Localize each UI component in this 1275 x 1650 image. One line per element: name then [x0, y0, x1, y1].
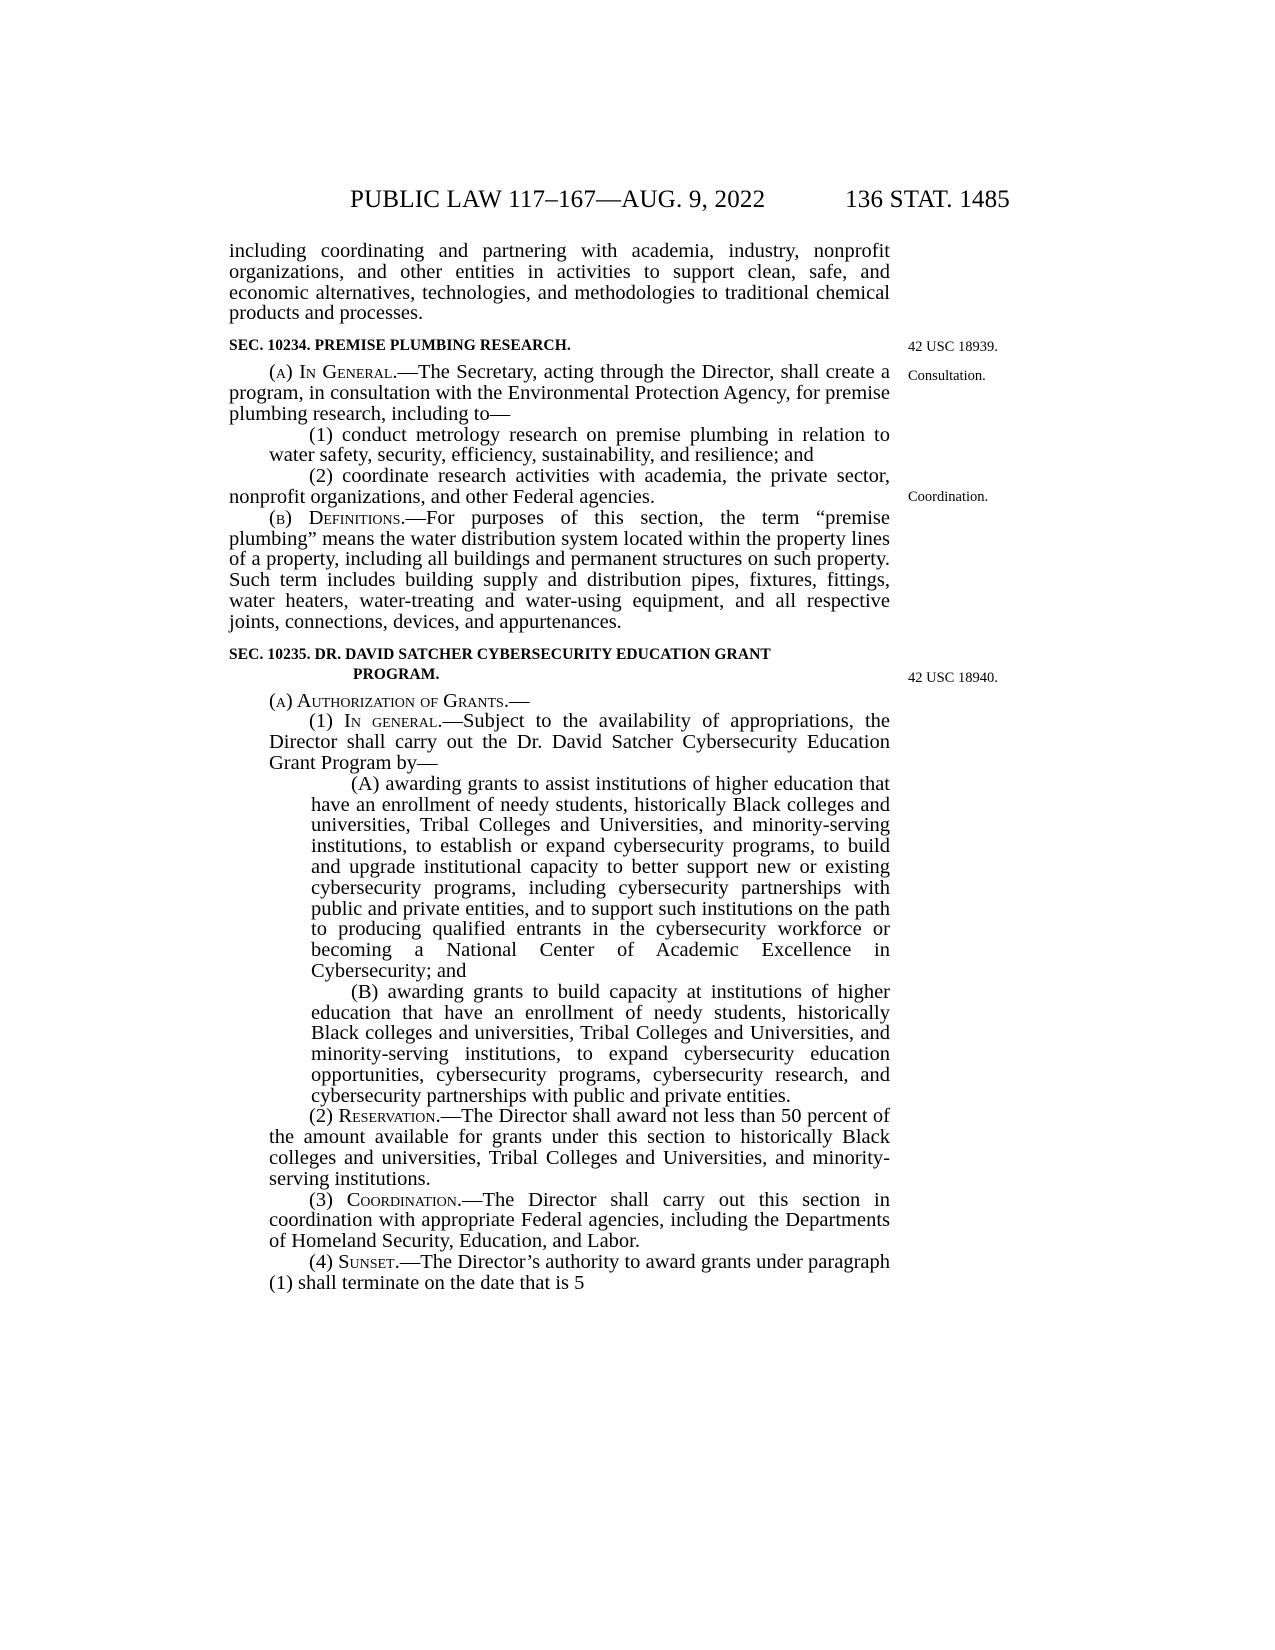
section-10235-heading-line1: SEC. 10235. DR. DAVID SATCHER CYBERSECURITY EDUCATION GRANT	[229, 645, 771, 663]
margin-note-coordination: Coordination.	[908, 489, 989, 505]
margin-note-consultation: Consultation.	[908, 368, 986, 384]
margin-note-usc-18939: 42 USC 18939.	[908, 339, 998, 355]
section-10235-a1-B: (B) awarding grants to build capacity at institutions of higher education that have an enrollment of needy students, historically Black colleges and universities, Tribal Colleges and Universities, and minority-serving institutions, to expand cybersecurity education opportunities, cybersecurity programs, cybersecurity research, and cybersecurity partnerships with public and private entities.	[311, 980, 890, 1107]
section-10234-a	[229, 362, 890, 424]
section-10235-a1-text: —Subject to the availability of appropriations, the Director shall carry out the Dr. David Satcher Cybersecurity Education Grant Program by—	[269, 710, 890, 774]
intro-paragraph: including coordinating and partnering with academia, industry, nonprofit organizations, and other entities in activities to support clean, safe, and economic alternatives, technologies, and methodologies to traditional chemical products and processes.	[229, 240, 890, 325]
section-10234-b-label: (b) Definitions.	[269, 506, 406, 529]
section-10235-a2-text: —The Director shall award not less than 50 percent of the amount available for grants under this section to historically Black colleges and universities, Tribal Colleges and Universities, and minority-serving institutions.	[269, 1105, 890, 1190]
section-10235-a4-label: (4) Sunset.	[309, 1251, 400, 1274]
section-10235-a	[229, 691, 890, 712]
header-stat-page: 136 STAT. 1485	[845, 186, 1010, 213]
section-10234-a-label: (a) In General.	[269, 361, 398, 384]
section-10234-a-text: —The Secretary, acting through the Director, shall create a program, in consultation with the Environmental Protection Agency, for premise plumbing research, including to—	[229, 361, 890, 425]
section-10235-a-dash: —	[508, 689, 530, 712]
body-text	[229, 241, 890, 1294]
header-title: PUBLIC LAW 117–167—AUG. 9, 2022	[350, 186, 766, 213]
margin-note-usc-18940: 42 USC 18940.	[908, 670, 998, 686]
section-10235-a4	[269, 1252, 890, 1294]
section-10235-heading	[229, 645, 890, 685]
section-10235-a2-label: (2) Reservation.	[309, 1105, 441, 1128]
section-10235-a1-A: (A) awarding grants to assist institutions of higher education that have an enrollment of needy students, historically Black colleges and universities, Tribal Colleges and Universities, and minority-serving institutions, to establish or expand cybersecurity programs, to build and upgrade institutional capacity to better support new or existing cybersecurity programs, including cybersecurity partnerships with public and private entities, and to support such institutions on the path to producing qualified entrants in the cybersecurity workforce or becoming a National Center of Academic Excellence in Cybersecurity; and	[311, 772, 890, 982]
section-10235-a4-text: —The Director’s authority to award grants under paragraph (1) shall terminate on the date that is 5	[269, 1251, 890, 1294]
page-header	[340, 186, 1010, 220]
section-10235-a1-label: (1) In general.	[309, 710, 443, 733]
section-10235-a1	[269, 711, 890, 773]
section-10235-a2	[269, 1106, 890, 1189]
section-10235-a3-label: (3) Coordination.	[309, 1188, 462, 1211]
section-10234-b	[229, 508, 890, 633]
section-10235-a-label: (a) Authorization of Grants.	[269, 689, 509, 712]
section-10234-a1: (1) conduct metrology research on premise plumbing in relation to water safety, security, efficiency, sustainability, and resilience; and	[269, 423, 890, 467]
section-10234-heading: SEC. 10234. PREMISE PLUMBING RESEARCH.	[229, 337, 571, 355]
section-10235-a3-text: —The Director shall carry out this section in coordination with appropriate Federal agencies, including the Departments of Homeland Security, Education, and Labor.	[269, 1188, 890, 1253]
section-10235-heading-line2: PROGRAM.	[353, 665, 440, 683]
section-10234-b-text: —For purposes of this section, the term “premise plumbing” means the water distribution system located within the property lines of a property, including all buildings and permanent structures on such property. Such term includes building supply and distribution pipes, fixtures, fittings, water heaters, water-treating and water-using equipment, and all respective joints, connections, devices, and appurtenances.	[229, 506, 890, 633]
section-10235-a3	[269, 1190, 890, 1252]
section-10234-a2: (2) coordinate research activities with academia, the private sector, nonprofit organizations, and other Federal agencies.	[229, 465, 890, 508]
